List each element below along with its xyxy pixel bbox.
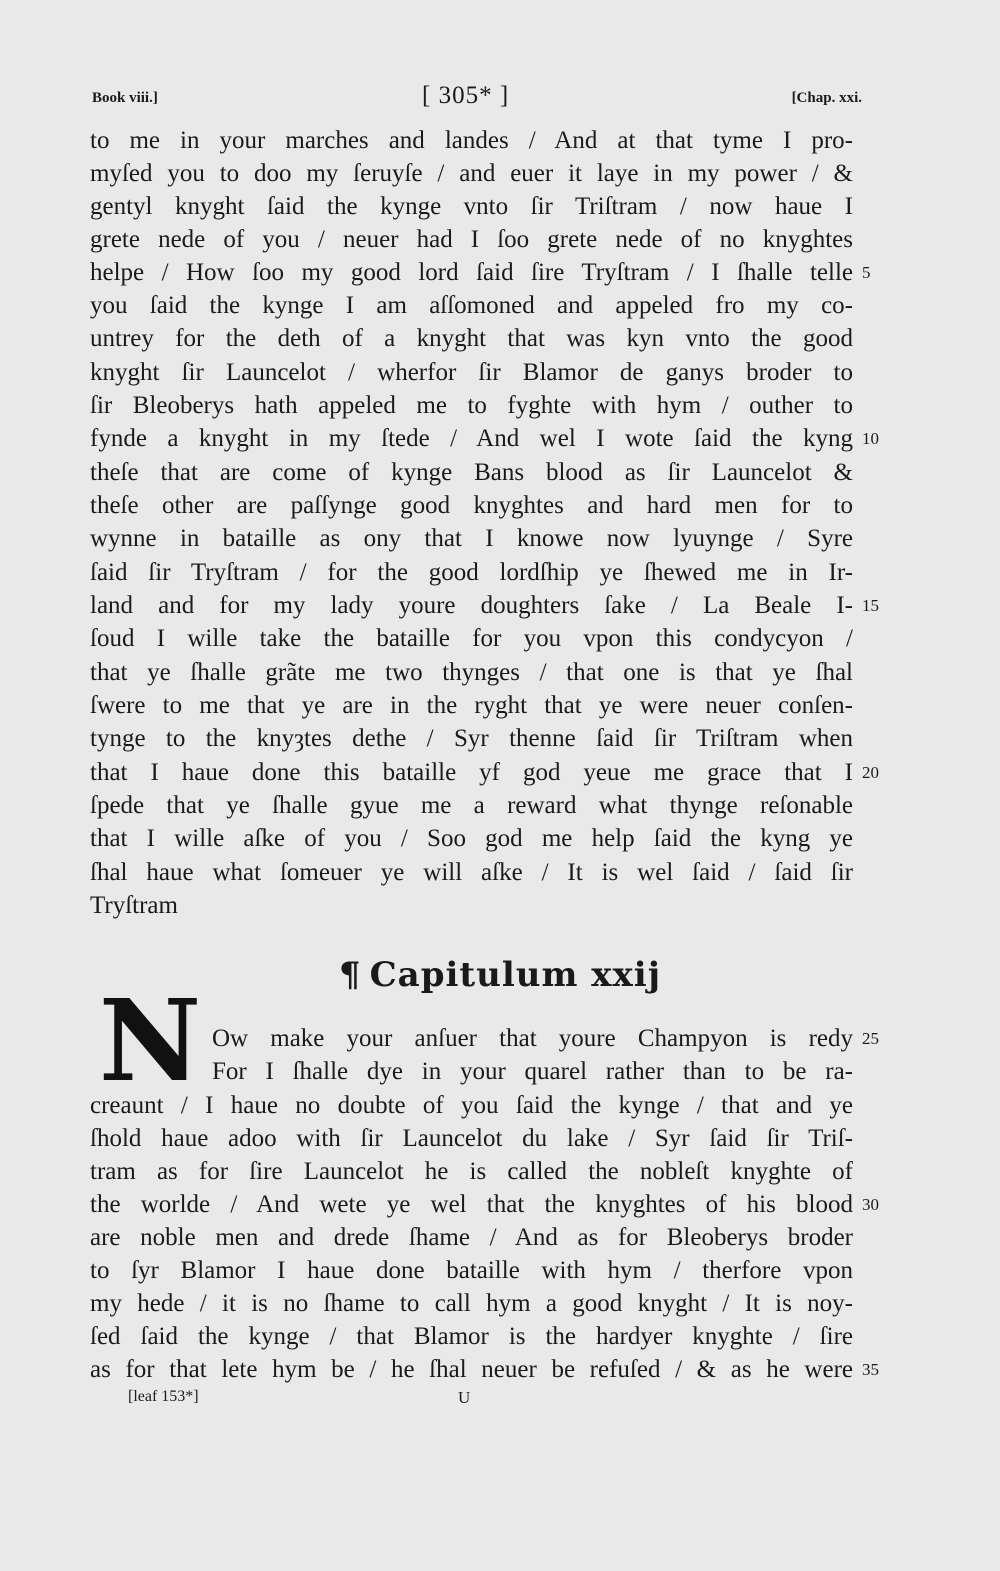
line-number: 35 bbox=[862, 1360, 879, 1379]
text-line: ſpede that ye ſhalle gyue me a reward what thynge reſonable bbox=[90, 792, 853, 819]
line-number: 10 bbox=[862, 429, 879, 448]
text-line: that I wille aſke of you / Soo god me help ſaid the kyng ye bbox=[90, 825, 853, 852]
line-number: 25 bbox=[862, 1029, 879, 1048]
text-line: grete nede of you / neuer had I ſoo grete nede of no knyghtes bbox=[90, 226, 853, 253]
text-line: as for that lete hym be / he ſhal neuer be refuſed / & as he were bbox=[90, 1356, 853, 1383]
text-line: creaunt / I haue no doubte of you ſaid the kynge / that and ye bbox=[90, 1092, 853, 1119]
text-line: ſaid ſir Tryſtram / for the good lordſhip ye ſhewed me in Ir- bbox=[90, 559, 853, 586]
text-line: wynne in bataille as ony that I knowe now lyuynge / Syre bbox=[90, 525, 853, 552]
text-line: For I ſhalle dye in your quarel rather than to be ra- bbox=[212, 1058, 853, 1085]
text-line: gentyl knyght ſaid the kynge vnto ſir Triſtram / now haue I bbox=[90, 193, 853, 220]
running-head-chapter: [Chap. xxi. bbox=[791, 90, 862, 106]
text-line: that ye ſhalle grãte me two thynges / that one is that ye ſhal bbox=[90, 659, 853, 686]
text-line: to me in your marches and landes / And at that tyme I pro- bbox=[90, 127, 853, 154]
line-number: 15 bbox=[862, 596, 879, 615]
page-number: [ 305* ] bbox=[422, 82, 510, 109]
text-line: are noble men and drede ſhame / And as for Bleoberys broder bbox=[90, 1224, 853, 1251]
line-number: 5 bbox=[862, 263, 871, 282]
text-line: my hede / it is no ſhame to call hym a good knyght / It is noy- bbox=[90, 1290, 853, 1317]
drop-cap: N bbox=[98, 976, 202, 1107]
text-line: helpe / How ſoo my good lord ſaid ſire Tryſtram / I ſhalle telle bbox=[90, 259, 853, 286]
text-line: ſwere to me that ye are in the ryght that ye were neuer conſen- bbox=[90, 692, 853, 719]
text-line: ſhold haue adoo with ſir Launcelot du lake / Syr ſaid ſir Triſ- bbox=[90, 1125, 853, 1152]
text-line: Tryſtram bbox=[90, 892, 178, 919]
running-head bbox=[92, 82, 862, 114]
text-line: ſir Bleoberys hath appeled me to fyghte with hym / outher to bbox=[90, 392, 853, 419]
page-footer bbox=[92, 1388, 862, 1418]
text-line: fynde a knyght in my ſtede / And wel I wote ſaid the kyng bbox=[90, 425, 853, 452]
line-number: 30 bbox=[862, 1195, 879, 1214]
chapter-title: Capitulum xxij bbox=[369, 955, 662, 995]
text-line: to ſyr Blamor I haue done bataille with hym / therfore vpon bbox=[90, 1257, 853, 1284]
text-line: the worlde / And wete ye wel that the knyghtes of his blood bbox=[90, 1191, 853, 1218]
text-line: knyght ſir Launcelot / wherfor ſir Blamor de ganys broder to bbox=[90, 359, 853, 386]
text-line: theſe that are come of kynge Bans blood as ſir Launcelot & bbox=[90, 459, 853, 486]
line-number: 20 bbox=[862, 763, 879, 782]
signature-letter: U bbox=[458, 1388, 471, 1407]
text-line: theſe other are paſſynge good knyghtes and hard men for to bbox=[90, 492, 853, 519]
text-line: untrey for the deth of a knyght that was kyn vnto the good bbox=[90, 325, 853, 352]
text-line: myſed you to doo my ſeruyſe / and euer it laye in my power / & bbox=[90, 160, 853, 187]
text-line: Ow make your anſuer that youre Champyon is redy bbox=[212, 1025, 853, 1052]
text-line: tynge to the knyȝtes dethe / Syr thenne ſaid ſir Triſtram when bbox=[90, 725, 853, 752]
running-head-book: Book viii.] bbox=[92, 90, 158, 106]
text-line: you ſaid the kynge I am aſſomoned and appeled fro my co- bbox=[90, 292, 853, 319]
text-line: land and for my lady youre doughters ſake / La Beale I- bbox=[90, 592, 853, 619]
text-line: tram as for ſire Launcelot he is called the nobleſt knyghte of bbox=[90, 1158, 853, 1185]
pilcrow-icon: ¶ bbox=[338, 955, 362, 995]
text-line: ſhal haue what ſomeuer ye will aſke / It is wel ſaid / ſaid ſir bbox=[90, 859, 853, 886]
text-line: ſoud I wille take the bataille for you vpon this condycyon / bbox=[90, 625, 853, 652]
text-line: that I haue done this bataille yf god yeue me grace that I bbox=[90, 759, 853, 786]
text-line: ſed ſaid the kynge / that Blamor is the hardyer knyghte / ſire bbox=[90, 1323, 853, 1350]
leaf-signature: [leaf 153*] bbox=[128, 1388, 199, 1405]
